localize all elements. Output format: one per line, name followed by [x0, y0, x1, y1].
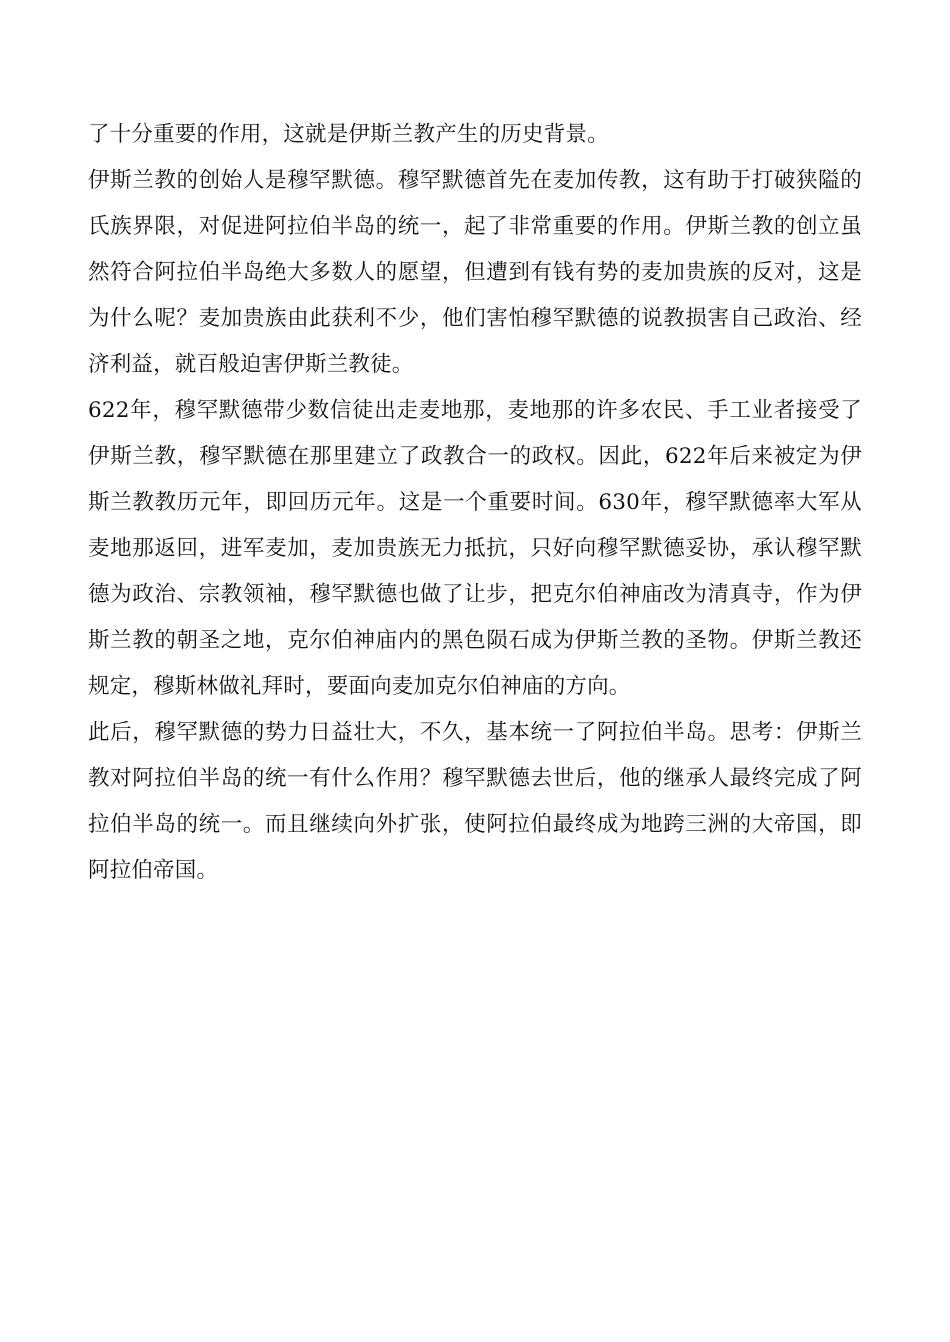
document-page: [88, 112, 862, 894]
paragraph-unification: 此后，穆罕默德的势力日益壮大，不久，基本统一了阿拉伯半岛。思考：伊斯兰教对阿拉伯半岛的统一有什么作用？穆罕默德去世后，他的继承人最终完成了阿拉伯半岛的统一。而且继续向外扩张，使阿拉伯最终成为地跨三洲的大帝国，即阿拉伯帝国。: [88, 720, 862, 883]
paragraph-founder: 伊斯兰教的创始人是穆罕默德。穆罕默德首先在麦加传教，这有助于打破狭隘的氏族界限，对促进阿拉伯半岛的统一，起了非常重要的作用。伊斯兰教的创立虽然符合阿拉伯半岛绝大多数人的愿望，但遭到有钱有势的麦加贵族的反对，这是为什么呢？麦加贵族由此获利不少，他们害怕穆罕默德的说教损害自己政治、经济利益，就百般迫害伊斯兰教徒。: [88, 168, 862, 377]
paragraph-background-conclusion: 了十分重要的作用，这就是伊斯兰教产生的历史背景。: [88, 122, 609, 147]
paragraph-medina-mecca: 622年，穆罕默德带少数信徒出走麦地那，麦地那的许多农民、手工业者接受了伊斯兰教，穆罕默德在那里建立了政教合一的政权。因此，622年后来被定为伊斯兰教教历元年，即回历元年。这是一个重要时间。630年，穆罕默德率大军从麦地那返回，进军麦加，麦加贵族无力抵抗，只好向穆罕默德妥协，承认穆罕默德为政治、宗教领袖，穆罕默德也做了让步，把克尔伯神庙改为清真寺，作为伊斯兰教的朝圣之地，克尔伯神庙内的黑色陨石成为伊斯兰教的圣物。伊斯兰教还规定，穆斯林做礼拜时，要面向麦加克尔伯神庙的方向。: [88, 398, 862, 699]
